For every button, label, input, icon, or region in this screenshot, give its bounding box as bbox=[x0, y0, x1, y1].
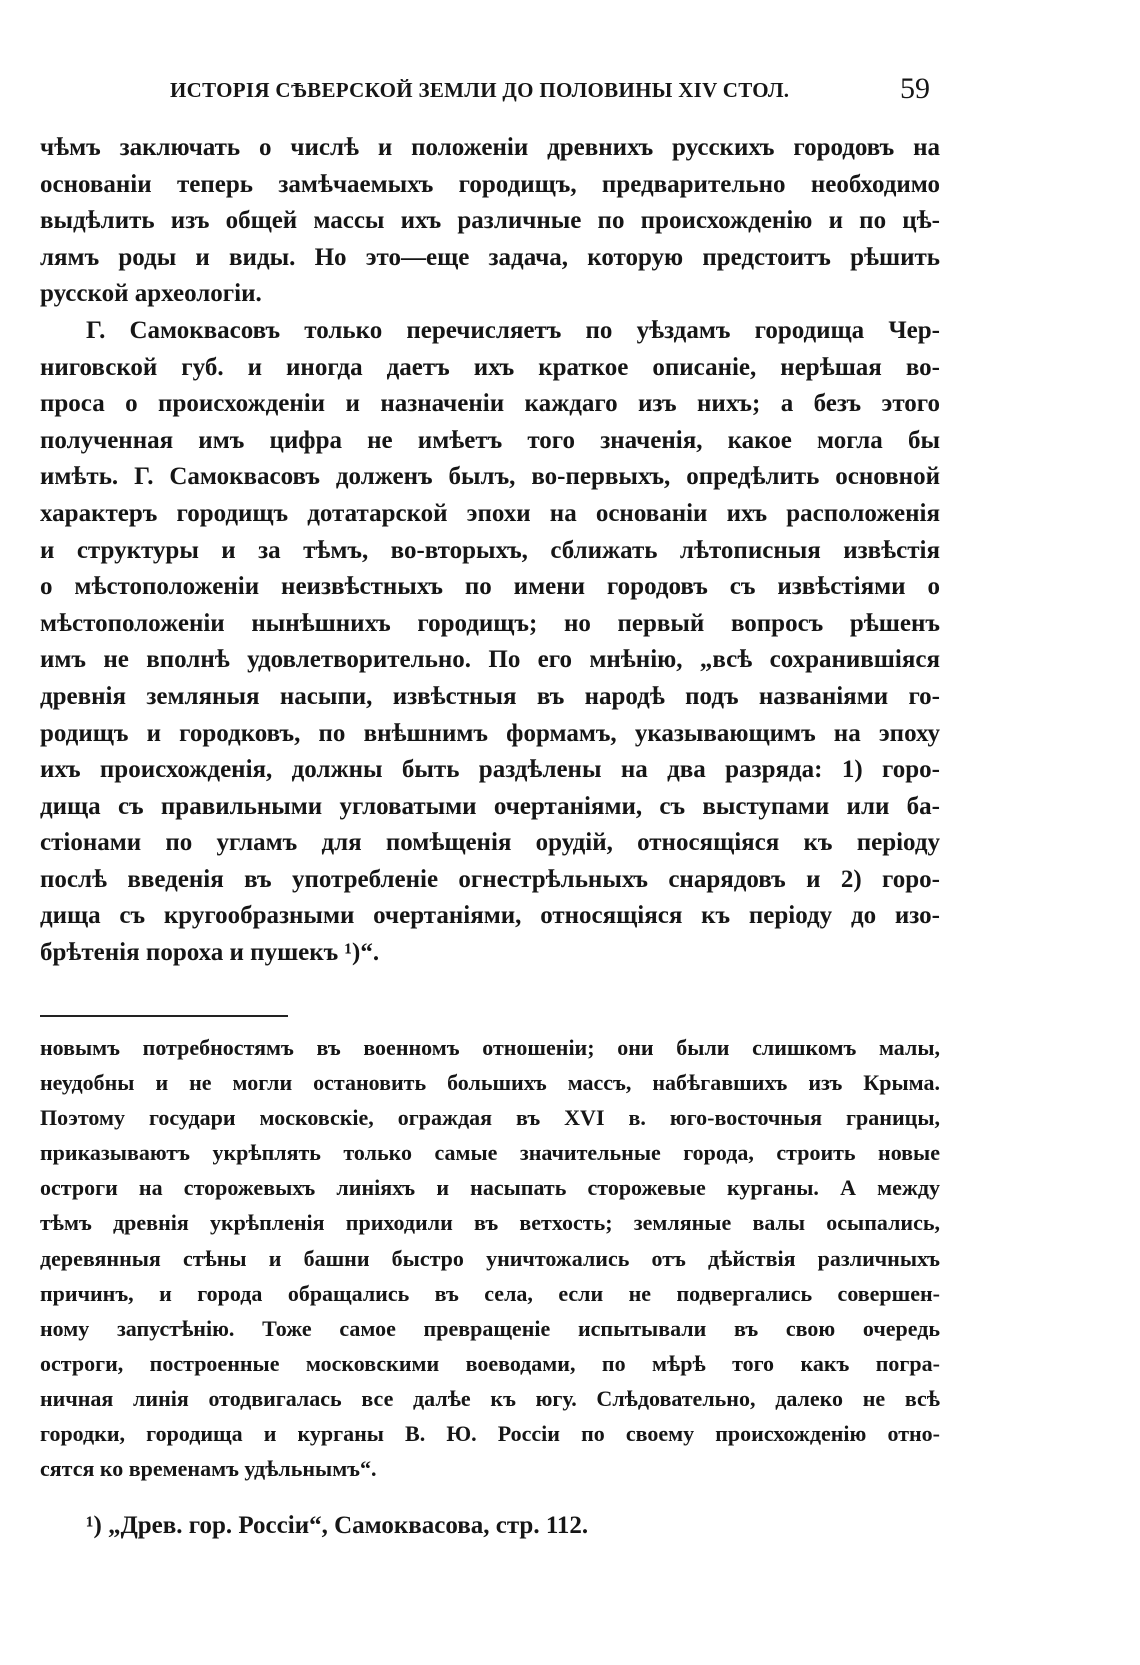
footnote-divider bbox=[40, 1015, 288, 1017]
note-line: городки, городища и курганы В. Ю. Россіи по своему происхожденію отно- bbox=[40, 1421, 940, 1447]
text-line: стіонами по угламъ для помѣщенія орудій, относящіяся къ періоду bbox=[40, 829, 940, 857]
text-line: имѣть. Г. Самоквасовъ долженъ былъ, во-первыхъ, опредѣлить основной bbox=[40, 463, 940, 491]
footnote-1: ¹) „Древ. гор. Россіи“, Самоквасова, стр. 112. bbox=[86, 1512, 589, 1539]
note-line: сятся ко временамъ удѣльнымъ“. bbox=[40, 1456, 377, 1482]
text-line: основаніи теперь замѣчаемыхъ городищъ, предварительно необходимо bbox=[40, 170, 940, 198]
main-text bbox=[40, 130, 940, 972]
note-line: неудобны и не могли остановить большихъ массъ, набѣгавшихъ изъ Крыма. bbox=[40, 1070, 940, 1096]
text-line: полученная имъ цифра не имѣетъ того значенія, какое могла бы bbox=[40, 426, 940, 454]
text-line: характеръ городищъ дотатарской эпохи на основаніи ихъ расположенія bbox=[40, 499, 940, 527]
note-line: причинъ, и города обращались въ села, если не подвергались совершен- bbox=[40, 1280, 940, 1306]
paragraph-first-line: Г. Самоквасовъ только перечисляетъ по уѣздамъ городища Чер- bbox=[86, 316, 940, 344]
text-line: лямъ роды и виды. Но это—еще задача, которую предстоитъ рѣшить bbox=[40, 243, 940, 271]
text-line: родищъ и городковъ, по внѣшнимъ формамъ, указывающимъ на эпоху bbox=[40, 719, 940, 747]
note-line: деревянныя стѣны и башни быстро уничтожались отъ дѣйствія различныхъ bbox=[40, 1245, 940, 1271]
note-line: ному запустѣнію. Тоже самое превращеніе испытывали въ свою очередь bbox=[40, 1315, 940, 1341]
text-line: и структуры и за тѣмъ, во-вторыхъ, сближать лѣтописныя извѣстія bbox=[40, 536, 940, 564]
text-line: дища съ кругообразными очертаніями, относящіяся къ періоду до изо- bbox=[40, 902, 940, 930]
note-line: приказываютъ укрѣплять только самые значительные города, строить новые bbox=[40, 1140, 940, 1166]
text-line: мѣстоположеніи нынѣшнихъ городищъ; но первый вопросъ рѣшенъ bbox=[40, 609, 940, 637]
running-head bbox=[40, 72, 940, 112]
text-line: ихъ происхожденія, должны быть раздѣлены на два разряда: 1) горо- bbox=[40, 756, 940, 784]
text-line: дища съ правильными угловатыми очертаніями, съ выступами или ба- bbox=[40, 792, 940, 820]
text-line: о мѣстоположеніи неизвѣстныхъ по имени городовъ съ извѣстіями о bbox=[40, 573, 940, 601]
note-line: новымъ потребностямъ въ военномъ отношеніи; они были слишкомъ малы, bbox=[40, 1035, 940, 1060]
text-line: чѣмъ заключать о числѣ и положеніи древнихъ русскихъ городовъ на bbox=[40, 134, 940, 161]
text-line: выдѣлить изъ общей массы ихъ различные по происхожденію и по цѣ- bbox=[40, 207, 940, 235]
text-line: древнія земляныя насыпи, извѣстныя въ народѣ подъ названіями го- bbox=[40, 682, 940, 710]
note-line: тѣмъ древнія укрѣпленія приходили въ ветхость; земляные валы осыпались, bbox=[40, 1210, 940, 1236]
text-line: имъ не вполнѣ удовлетворительно. По его мнѣнію, „всѣ сохранившіяся bbox=[40, 646, 940, 674]
note-line: остроги, построенные московскими воеводами, по мѣрѣ того какъ погра- bbox=[40, 1350, 940, 1376]
text-line: русской археологіи. bbox=[40, 280, 262, 308]
page-number: 59 bbox=[900, 72, 930, 105]
note-line: Поэтому государи московскіе, ограждая въ XVI в. юго-восточныя границы, bbox=[40, 1105, 940, 1131]
running-title: ИСТОРІЯ СѢВЕРСКОЙ ЗЕМЛИ ДО ПОЛОВИНЫ XIV СТОЛ. bbox=[170, 78, 790, 102]
footnote-continuation bbox=[40, 1030, 940, 1486]
note-line: остроги на сторожевыхъ линіяхъ и насыпать сторожевые курганы. А между bbox=[40, 1175, 940, 1201]
text-line: проса о происхожденіи и назначеніи каждаго изъ нихъ; а безъ этого bbox=[40, 390, 940, 418]
text-line: брѣтенія пороха и пушекъ ¹)“. bbox=[40, 939, 380, 967]
text-line: послѣ введенія въ употребленіе огнестрѣльныхъ снарядовъ и 2) горо- bbox=[40, 865, 940, 893]
note-line: ничная линія отодвигалась все далѣе къ югу. Слѣдовательно, далеко не всѣ bbox=[40, 1385, 940, 1411]
text-line: ниговской губ. и иногда даетъ ихъ краткое описаніе, нерѣшая во- bbox=[40, 353, 940, 381]
